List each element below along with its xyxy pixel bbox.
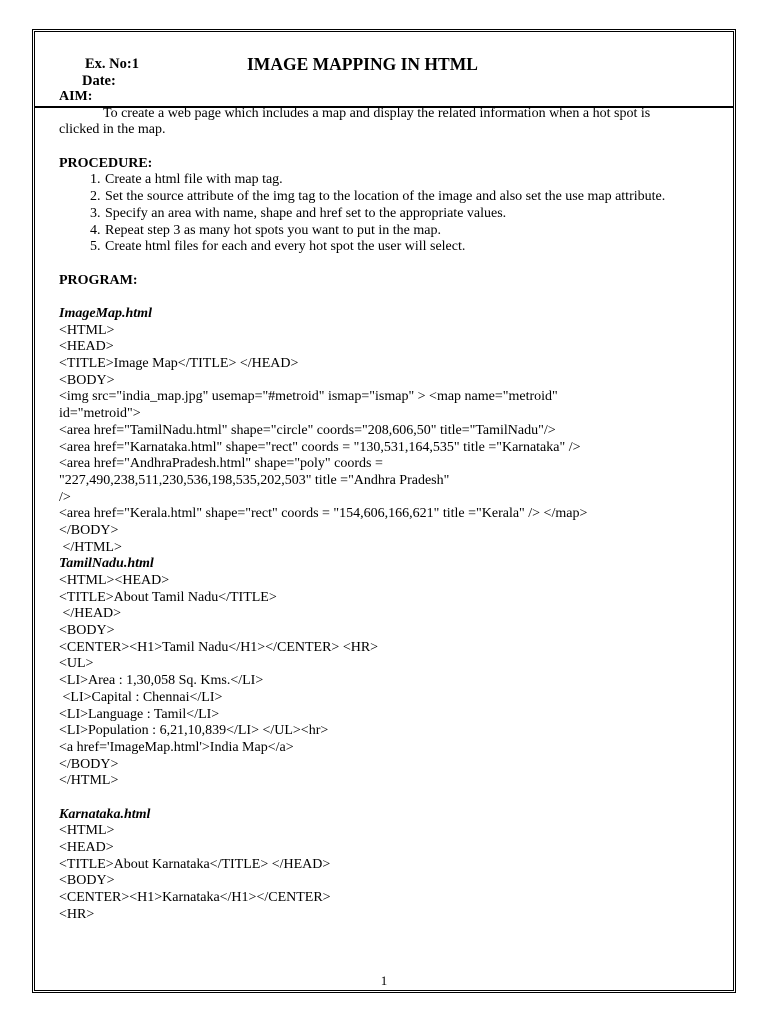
page-title: IMAGE MAPPING IN HTML [247, 54, 478, 74]
code-line: <area href="AndhraPradesh.html" shape="poly" coords = [59, 456, 383, 472]
code-line: <UL> [59, 656, 94, 672]
code-line: "227,490,238,511,230,536,198,535,202,503" title ="Andhra Pradesh" [59, 472, 450, 488]
aim-text: To create a web page which includes a map and display the related information when a hot spot is clicked in the map. [59, 105, 651, 138]
program-heading: PROGRAM: [59, 272, 138, 288]
code-line: <TITLE>About Karnataka</TITLE> </HEAD> [59, 856, 331, 872]
procedure-step: 2. Set the source attribute of the img tag to the location of the image and also set the use map attribute. [104, 189, 679, 206]
procedure-step: 5. Create html files for each and every hot spot the user will select. [104, 239, 679, 256]
code-line: </HTML> [59, 773, 119, 789]
exercise-date: Date: [82, 73, 116, 89]
document-body [59, 89, 679, 923]
code-line: <HTML> [59, 322, 115, 338]
code-line: </BODY> [59, 522, 119, 538]
procedure-step: 4. Repeat step 3 as many hot spots you want to put in the map. [104, 223, 679, 240]
file-name-imagemap: ImageMap.html [59, 306, 152, 322]
code-line: <area href="Kerala.html" shape="rect" coords = "154,606,166,621" title ="Kerala" /> </map> [59, 506, 588, 522]
code-block-tamilnadu [59, 573, 679, 790]
code-line: <HR> [59, 906, 95, 922]
file-name-karnataka: Karnataka.html [59, 806, 151, 822]
code-line: </HEAD> [59, 606, 122, 622]
procedure-steps [59, 172, 679, 256]
code-line: <area href="Karnataka.html" shape="rect" coords = "130,531,164,535" title ="Karnataka" /> [59, 439, 581, 455]
code-line: <BODY> [59, 873, 115, 889]
code-line: <CENTER><H1>Tamil Nadu</H1></CENTER> <HR> [59, 639, 379, 655]
code-line: id="metroid"> [59, 406, 141, 422]
code-block-imagemap [59, 323, 679, 557]
code-line: <LI>Language : Tamil</LI> [59, 706, 220, 722]
code-line: <BODY> [59, 623, 115, 639]
code-line: </HTML> [59, 539, 122, 555]
code-block-karnataka [59, 823, 679, 923]
aim-heading: AIM: [59, 89, 93, 104]
code-line: <TITLE>About Tamil Nadu</TITLE> [59, 589, 277, 605]
code-line: <img src="india_map.jpg" usemap="#metroid" ismap="ismap" > <map name="metroid" [59, 389, 558, 405]
code-line: <HTML><HEAD> [59, 573, 170, 589]
code-line: /> [59, 489, 71, 505]
code-line: <CENTER><H1>Karnataka</H1></CENTER> [59, 890, 331, 906]
code-line: <LI>Population : 6,21,10,839</LI> </UL><hr> [59, 723, 329, 739]
code-line: <a href='ImageMap.html'>India Map</a> [59, 739, 294, 755]
procedure-step: 1. Create a html file with map tag. [104, 172, 679, 189]
procedure-step: 3. Specify an area with name, shape and href set to the appropriate values. [104, 206, 679, 223]
file-name-tamilnadu: TamilNadu.html [59, 556, 154, 572]
code-line: <area href="TamilNadu.html" shape="circle" coords="208,606,50" title="TamilNadu"/> [59, 422, 556, 438]
page-number: 1 [380, 973, 388, 988]
code-line: <TITLE>Image Map</TITLE> </HEAD> [59, 356, 299, 372]
procedure-heading: PROCEDURE: [59, 155, 153, 171]
code-line: <LI>Capital : Chennai</LI> [59, 689, 223, 705]
code-line: <LI>Area : 1,30,058 Sq. Kms.</LI> [59, 673, 264, 689]
exercise-number: Ex. No:1 [85, 56, 139, 72]
code-line: </BODY> [59, 756, 119, 772]
code-line: <HEAD> [59, 339, 114, 355]
code-line: <HEAD> [59, 840, 114, 856]
code-line: <HTML> [59, 823, 115, 839]
code-line: <BODY> [59, 372, 115, 388]
